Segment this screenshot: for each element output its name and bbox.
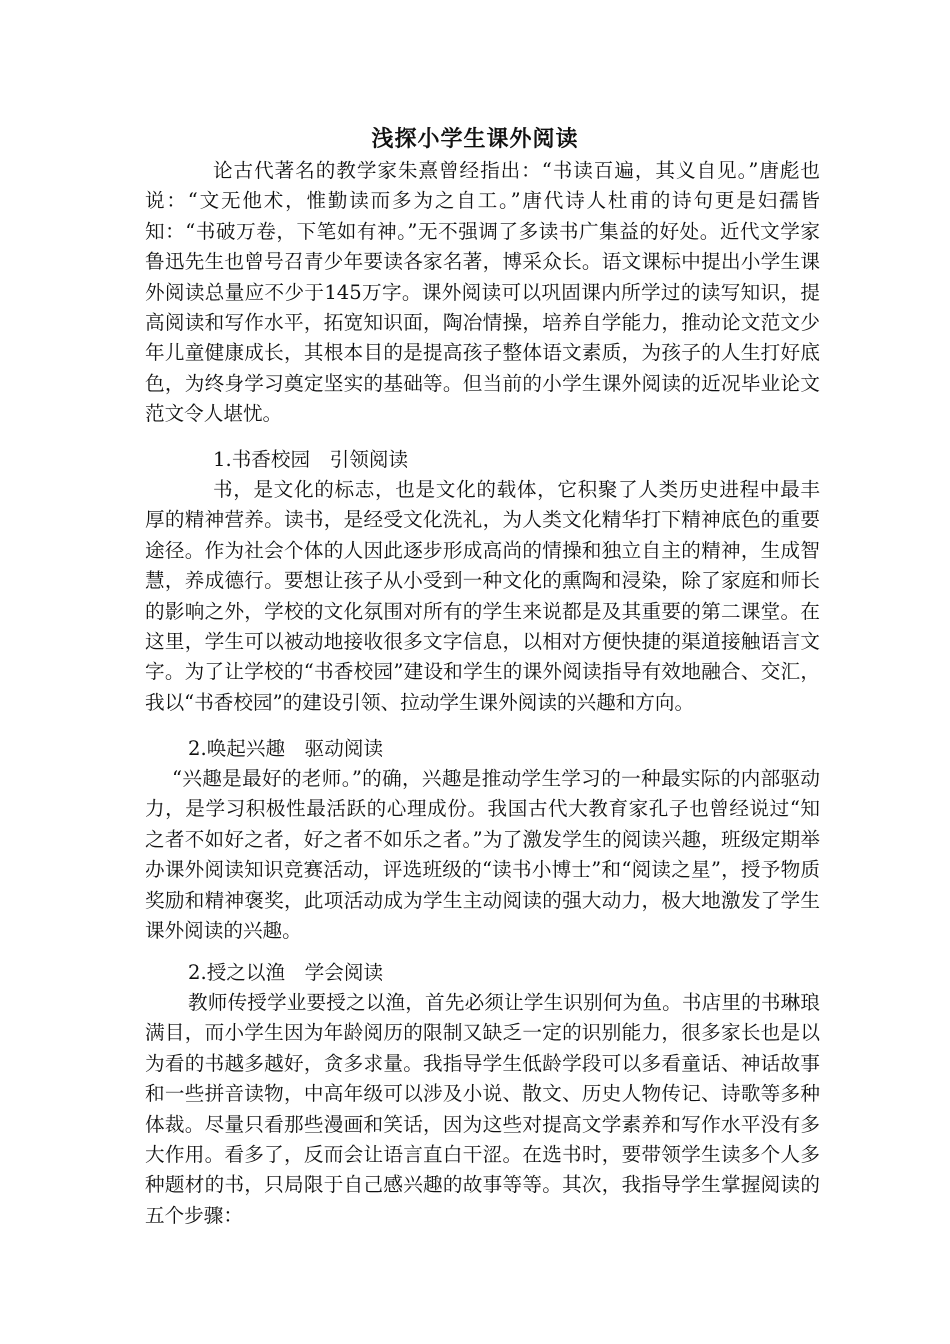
intro-paragraph: 论古代著名的教学家朱熹曾经指出：“书读百遍，其义自见。”唐彪也说：“文无他术，惟勤读而多为之自工。”唐代诗人杜甫的诗句更是妇孺皆知：“书破万卷，下笔如有神。”无不强调了多读书广集益的好处。近代文学家鲁迅先生也曾号召青少年要读各家名著，博采众长。语文课标中提出小学生课外阅读总量应不少于145万字。课外阅读可以巩固课内所学过的读写知识，提高阅读和写作水平，拓宽知识面，陶冶情操，培养自学能力，推动论文范文少年儿童健康成长，其根本目的是提高孩子整体语文素质，为孩子的人生打好底色，为终身学习奠定坚实的基础等。但当前的小学生课外阅读的近况毕业论文范文令人堪忧。 — [145, 159, 820, 426]
section-2-heading: 2.唤起兴趣 驱动阅读 — [188, 737, 384, 760]
section-1-paragraph: 书，是文化的标志，也是文化的载体，它积聚了人类历史进程中最丰厚的精神营养。读书，是经受文化洗礼，为人类文化精华打下精神底色的重要途径。作为社会个体的人因此逐步形成高尚的情操和独立自主的精神，生成智慧，养成德行。要想让孩子从小受到一种文化的熏陶和浸染，除了家庭和师长的影响之外，学校的文化氛围对所有的学生来说都是及其重要的第二课堂。在这里，学生可以被动地接收很多文字信息，以相对方便快捷的渠道接触语言文字。为了让学校的“书香校园”建设和学生的课外阅读指导有效地融合、交汇，我以“书香校园”的建设引领、拉动学生课外阅读的兴趣和方向。 — [145, 478, 820, 714]
section-3-paragraph: 教师传授学业要授之以渔，首先必须让学生识别何为鱼。书店里的书琳琅满目，而小学生因为年龄阅历的限制又缺乏一定的识别能力，很多家长也是以为看的书越多越好，贪多求量。我指导学生低龄学段可以多看童话、神话故事和一些拼音读物，中高年级可以涉及小说、散文、历史人物传记、诗歌等多种体裁。尽量只看那些漫画和笑话，因为这些对提高文学素养和写作水平没有多大作用。看多了，反而会让语言直白干涩。在选书时，要带领学生读多个人多种题材的书，只局限于自己感兴趣的故事等等。其次，我指导学生掌握阅读的五个步骤： — [145, 991, 820, 1227]
section-3-heading: 2.授之以渔 学会阅读 — [188, 961, 384, 984]
section-1-heading: 1.书香校园 引领阅读 — [213, 448, 409, 471]
section-2-paragraph: “兴趣是最好的老师。”的确，兴趣是推动学生学习的一种最实际的内部驱动力，是学习积极性最活跃的心理成份。我国古代大教育家孔子也曾经说过“知之者不如好之者，好之者不如乐之者。”为了激发学生的阅读兴趣，班级定期举办课外阅读知识竞赛活动，评选班级的“读书小博士”和“阅读之星”，授予物质奖励和精神褒奖，此项活动成为学生主动阅读的强大动力，极大地激发了学生课外阅读的兴趣。 — [145, 767, 820, 943]
document-title: 浅探小学生课外阅读 — [371, 126, 579, 152]
